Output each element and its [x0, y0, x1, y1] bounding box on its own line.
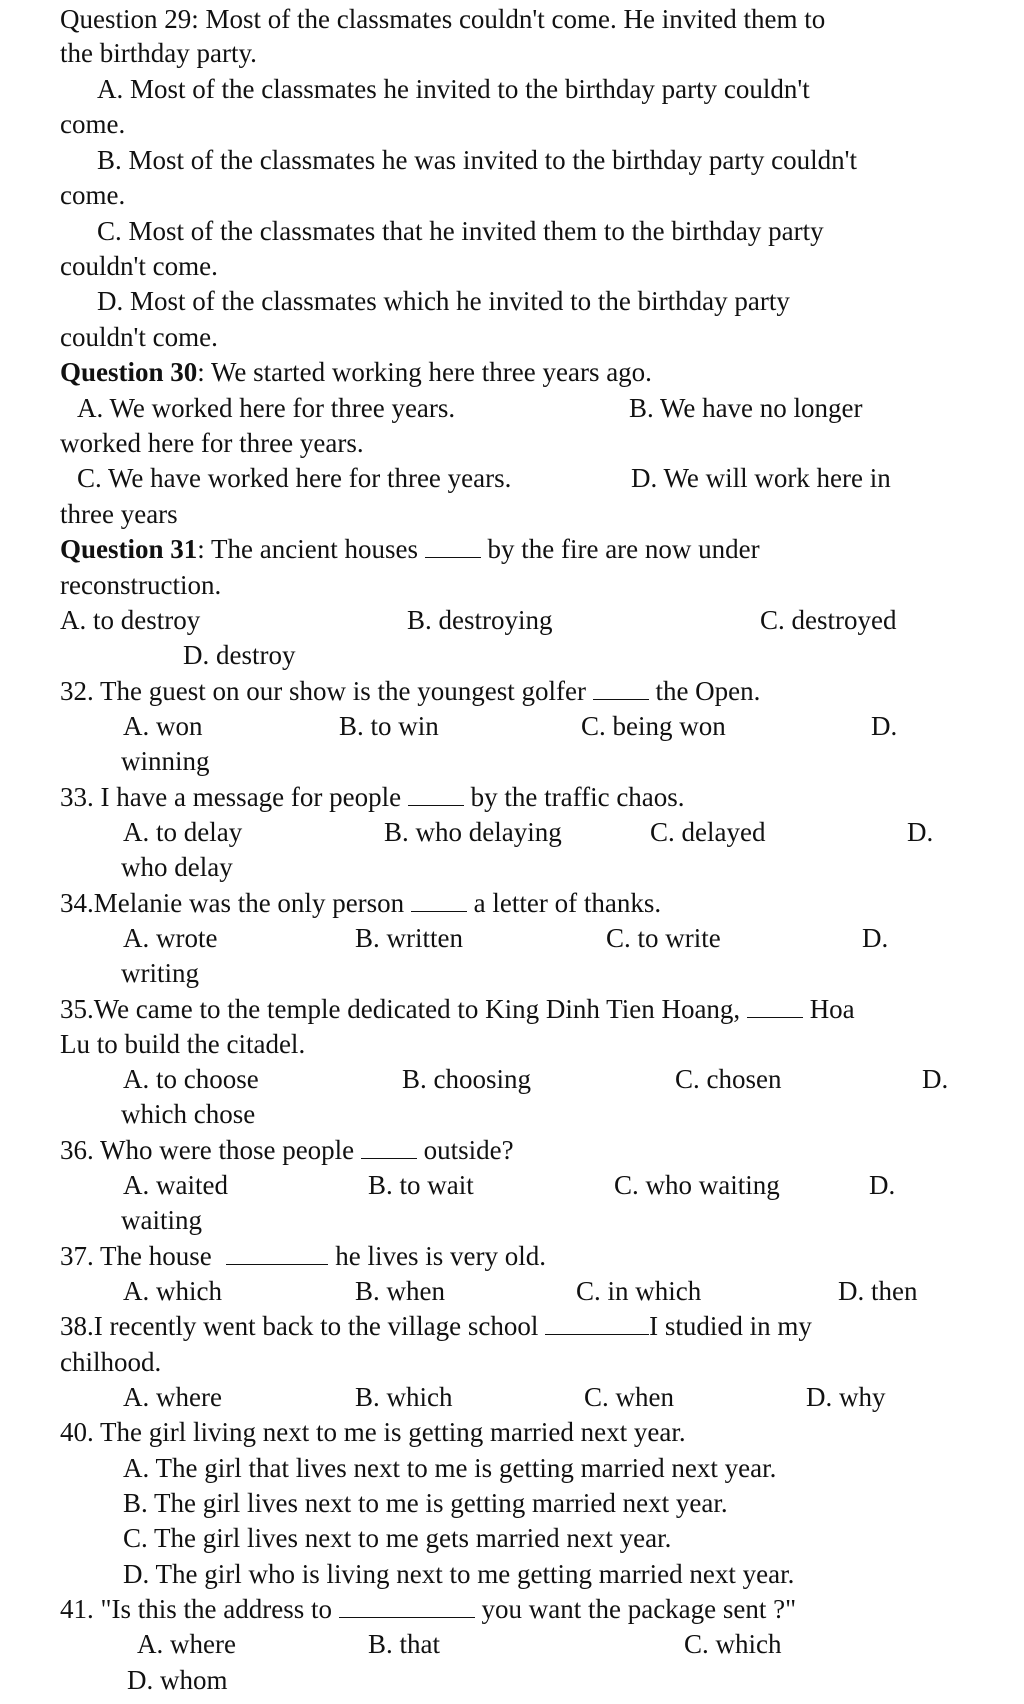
q33-stem — [60, 780, 685, 814]
q36-option-c: C. who waiting — [614, 1170, 780, 1200]
q36-option-d-cont: waiting — [121, 1205, 202, 1235]
q31-answer-blank — [425, 535, 481, 558]
q35-stem-pre: 35.We came to the temple dedicated to King Dinh Tien Hoang, — [60, 994, 741, 1024]
q35-stem — [60, 992, 855, 1026]
q35-stem-post: Hoa — [809, 994, 855, 1024]
q34-option-c: C. to write — [606, 923, 721, 953]
q29-option-b: B. Most of the classmates he was invited to the birthday party couldn't — [97, 145, 857, 175]
q41-answer-blank — [339, 1595, 475, 1618]
q34-option-d-cont: writing — [121, 958, 199, 988]
q35-option-a: A. to choose — [123, 1064, 259, 1094]
q37-answer-blank — [226, 1242, 328, 1265]
q36-option-d: D. — [869, 1170, 896, 1200]
q37-option-b: B. when — [355, 1276, 445, 1306]
q31-stem-post: by the fire are now under — [487, 534, 760, 564]
q32-option-d: D. — [871, 711, 898, 741]
q31-label: Question 31 — [60, 534, 198, 564]
q30-option-d: D. We will work here in — [631, 463, 891, 493]
q34-stem-post: a letter of thanks. — [473, 888, 662, 918]
q29-stem-line-2: the birthday party. — [60, 38, 257, 68]
q38-stem-post: I studied in my — [649, 1311, 812, 1341]
q29-option-a-cont: come. — [60, 109, 126, 139]
q38-stem-pre: 38.I recently went back to the village school — [60, 1311, 539, 1341]
q32-option-b: B. to win — [339, 711, 439, 741]
q33-option-d-cont: who delay — [121, 852, 233, 882]
q33-stem-post: by the traffic chaos. — [470, 782, 685, 812]
q38-answer-blank — [545, 1312, 649, 1335]
q33-option-a: A. to delay — [123, 817, 243, 847]
q31-option-b: B. destroying — [407, 605, 553, 635]
q40-option-a: A. The girl that lives next to me is getting married next year. — [123, 1453, 777, 1483]
q38-option-d: D. why — [806, 1382, 886, 1412]
q30-stem — [60, 355, 652, 389]
q41-option-c: C. which — [684, 1629, 782, 1659]
q41-stem-post: you want the package sent ?" — [481, 1594, 797, 1624]
q29-option-c: C. Most of the classmates that he invited them to the birthday party — [97, 216, 824, 246]
q31-stem — [60, 532, 760, 566]
q34-option-b: B. written — [355, 923, 463, 953]
q36-stem-post: outside? — [423, 1135, 514, 1165]
q38-stem — [60, 1309, 812, 1343]
q33-stem-pre: 33. I have a message for people — [60, 782, 402, 812]
q33-option-b: B. who delaying — [384, 817, 562, 847]
q31-stem-cont: reconstruction. — [60, 570, 222, 600]
q36-option-a: A. waited — [123, 1170, 228, 1200]
q29-option-d-cont: couldn't come. — [60, 322, 218, 352]
q40-option-b: B. The girl lives next to me is getting married next year. — [123, 1488, 728, 1518]
q33-option-d: D. — [907, 817, 934, 847]
q29-option-c-cont: couldn't come. — [60, 251, 218, 281]
q30-option-b-cont: worked here for three years. — [60, 428, 364, 458]
q41-option-d: D. whom — [127, 1665, 228, 1695]
q41-stem — [60, 1592, 796, 1626]
q29-option-a: A. Most of the classmates he invited to the birthday party couldn't — [97, 74, 810, 104]
q37-option-d: D. then — [838, 1276, 918, 1306]
q29-stem-line-1: Question 29: Most of the classmates couldn't come. He invited them to — [60, 4, 826, 34]
q32-option-d-cont: winning — [121, 746, 210, 776]
q40-option-d: D. The girl who is living next to me getting married next year. — [123, 1559, 795, 1589]
q38-option-c: C. when — [584, 1382, 674, 1412]
q35-option-d-cont: which chose — [121, 1099, 256, 1129]
q29-option-b-cont: come. — [60, 180, 126, 210]
q35-stem-cont: Lu to build the citadel. — [60, 1029, 306, 1059]
q38-option-a: A. where — [123, 1382, 222, 1412]
q30-label: Question 30 — [60, 357, 198, 387]
q37-stem — [60, 1239, 546, 1273]
q40-option-c: C. The girl lives next to me gets married next year. — [123, 1523, 672, 1553]
q31-option-a: A. to destroy — [60, 605, 201, 635]
q30-option-d-cont: three years — [60, 499, 178, 529]
q34-stem-pre: 34.Melanie was the only person — [60, 888, 405, 918]
q37-option-a: A. which — [123, 1276, 222, 1306]
q31-option-c: C. destroyed — [760, 605, 897, 635]
q37-stem-post: he lives is very old. — [335, 1241, 546, 1271]
q32-option-c: C. being won — [581, 711, 726, 741]
q34-answer-blank — [411, 889, 467, 912]
q35-option-c: C. chosen — [675, 1064, 782, 1094]
q38-stem-cont: chilhood. — [60, 1347, 162, 1377]
q31-option-d: D. destroy — [183, 640, 296, 670]
q30-option-c: C. We have worked here for three years. — [77, 463, 512, 493]
q38-option-b: B. which — [355, 1382, 453, 1412]
q30-option-a: A. We worked here for three years. — [77, 393, 456, 423]
q34-option-a: A. wrote — [123, 923, 218, 953]
q31-stem-pre: : The ancient houses — [197, 534, 418, 564]
q41-option-a: A. where — [137, 1629, 236, 1659]
q33-answer-blank — [408, 783, 464, 806]
q32-stem-post: the Open. — [655, 676, 761, 706]
q41-option-b: B. that — [368, 1629, 440, 1659]
q40-stem: 40. The girl living next to me is getting married next year. — [60, 1417, 686, 1447]
q34-option-d: D. — [862, 923, 889, 953]
q32-stem — [60, 674, 760, 708]
q41-stem-pre: 41. "Is this the address to — [60, 1594, 332, 1624]
q30-stem-text: : We started working here three years ago. — [197, 357, 652, 387]
q34-stem — [60, 886, 661, 920]
q37-option-c: C. in which — [576, 1276, 702, 1306]
q35-option-b: B. choosing — [402, 1064, 532, 1094]
q36-option-b: B. to wait — [368, 1170, 474, 1200]
q36-stem-pre: 36. Who were those people — [60, 1135, 355, 1165]
q32-answer-blank — [593, 677, 649, 700]
q35-option-d: D. — [922, 1064, 949, 1094]
q30-option-b: B. We have no longer — [629, 393, 863, 423]
q36-answer-blank — [361, 1136, 417, 1159]
q32-option-a: A. won — [123, 711, 203, 741]
q32-stem-pre: 32. The guest on our show is the youngest golfer — [60, 676, 586, 706]
q33-option-c: C. delayed — [650, 817, 766, 847]
q36-stem — [60, 1133, 514, 1167]
q29-option-d: D. Most of the classmates which he invited to the birthday party — [97, 286, 790, 316]
q37-stem-pre: 37. The house — [60, 1241, 212, 1271]
q35-answer-blank — [747, 995, 803, 1018]
